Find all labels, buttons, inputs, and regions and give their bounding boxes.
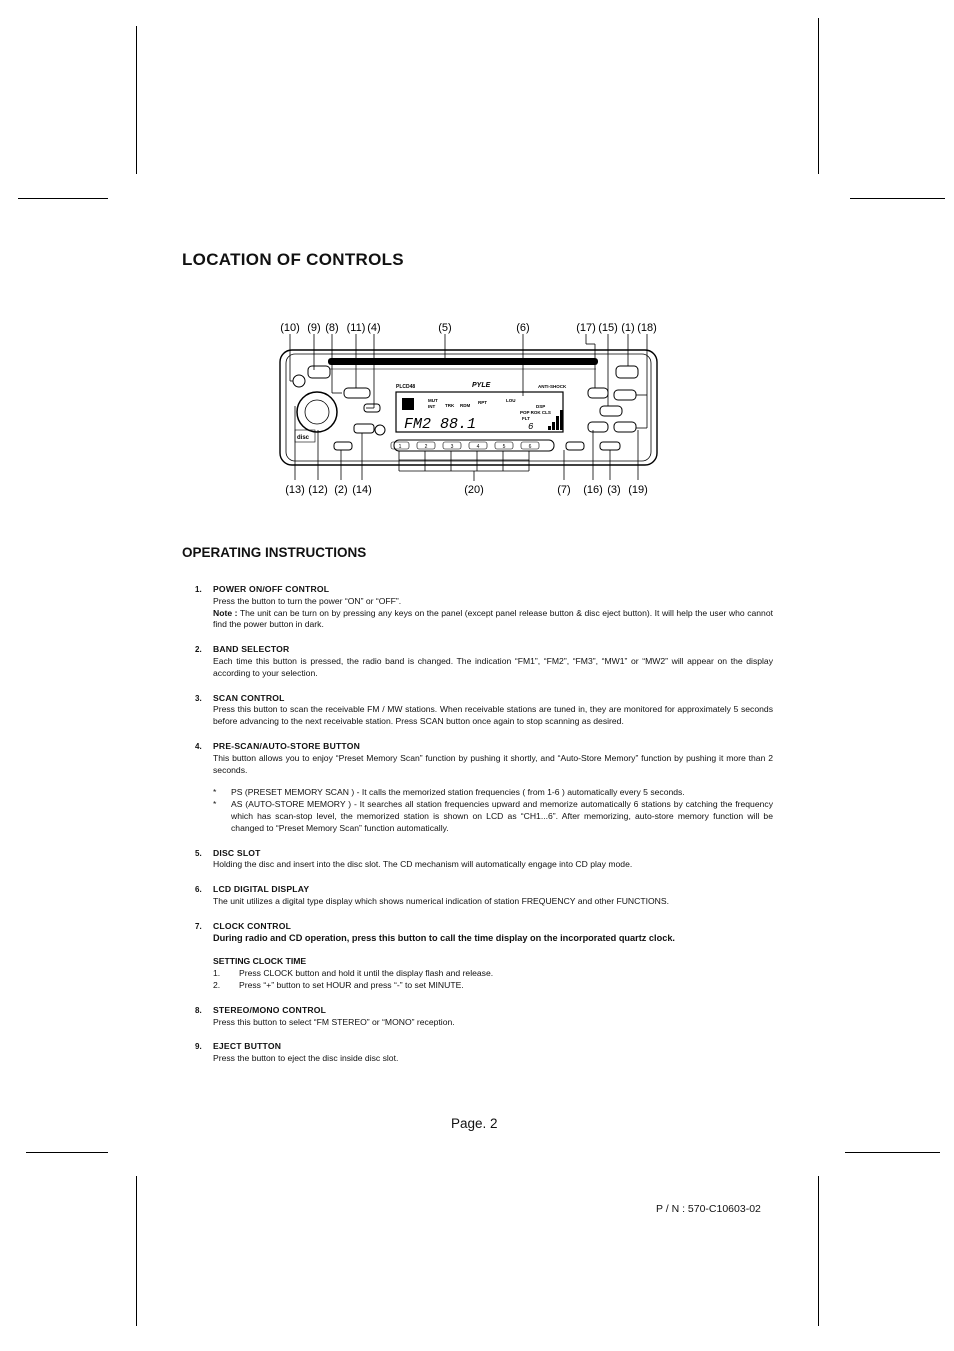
lcd-main: FM2 88.1: [404, 416, 477, 433]
section-number: 2.: [195, 645, 202, 655]
page-title: LOCATION OF CONTROLS: [182, 250, 404, 269]
instruction-section: [195, 584, 773, 631]
band-button: [334, 442, 352, 450]
lcd-ind: POP ROK CLS: [520, 410, 551, 415]
section-number: 9.: [195, 1042, 202, 1052]
instruction-section: [195, 1005, 773, 1029]
section-body: The unit utilizes a digital type display which shows numerical indication of station FREQUENCY and other FUNCTIONS.: [213, 895, 669, 906]
release-button: [293, 375, 305, 387]
section-title: EJECT BUTTON: [213, 1041, 282, 1052]
callout-label: (19): [628, 484, 648, 496]
callout-label: (12): [308, 484, 328, 496]
section-body: This button allows you to enjoy “Preset Memory Scan” function by pushing it shortly, and “Auto-Store Memory” function by pushing it more than 2 seconds.: [213, 752, 773, 775]
lcd-ind: TRK: [445, 403, 455, 408]
section-number: 4.: [195, 741, 202, 751]
callout-label: (11): [346, 322, 366, 334]
volume-knob: [297, 392, 337, 432]
section-body: Press this button to scan the receivable FM / MW stations. When receivable stations are tuned in, they are monitored for approximately 5 seconds before advancing to the next receivable station. Press SCAN button once again to stop scanning as desired.: [213, 704, 773, 727]
bullet-item: [213, 799, 773, 834]
preset-button-label: 3: [450, 444, 454, 450]
preset-button-label: 4: [476, 444, 480, 450]
mid-button: [344, 388, 370, 398]
crop-mark: [26, 1152, 108, 1153]
subsection-title: SETTING CLOCK TIME: [213, 956, 307, 967]
plus-button: [588, 388, 608, 398]
step-item: [213, 980, 773, 992]
model-name: PLCD48: [396, 384, 416, 390]
mode-button: [354, 424, 374, 433]
callout-label: (6): [516, 322, 530, 334]
callout-label: (8): [325, 322, 339, 334]
callout-label: (16): [583, 484, 603, 496]
callout-label: (3): [607, 484, 621, 496]
scan-button: [600, 442, 620, 450]
section-body: Press the button to turn the power “ON” or “OFF”.: [213, 595, 402, 606]
callout-label: (5): [438, 322, 452, 334]
sel-button: [600, 406, 622, 416]
instruction-section: [195, 693, 773, 728]
instruction-sections: [195, 584, 773, 1078]
brand-logo: PYLE: [472, 382, 491, 389]
section-body: Press this button to select “FM STEREO” or “MONO” reception.: [213, 1016, 455, 1027]
section-title: STEREO/MONO CONTROL: [213, 1004, 327, 1015]
section-body: Each time this button is pressed, the radio band is changed. The indication “FM1”, “FM2”, “FM3”, “MW1” or “MW2” will appear on the display according to your selection.: [213, 655, 773, 678]
ir-sensor: [375, 425, 385, 435]
crop-mark: [845, 1152, 940, 1153]
section-body: Holding the disc and insert into the disc slot. The CD mechanism will automatically engage into CD play mode.: [213, 859, 633, 870]
section-title: LCD DIGITAL DISPLAY: [213, 884, 310, 895]
section-note: [213, 608, 773, 632]
bullet-star: *: [213, 787, 217, 798]
lcd-channel: 6: [528, 422, 534, 432]
callout-labels-bottom: [285, 484, 648, 496]
bullet-list: [213, 787, 773, 834]
section-number: 7.: [195, 921, 202, 931]
callout-label: (7): [557, 484, 571, 496]
step-number: 1.: [213, 968, 221, 979]
part-number: P / N : 570-C10603-02: [656, 1203, 761, 1215]
section-title: POWER ON/OFF CONTROL: [213, 584, 330, 594]
lcd-ind: RDM: [460, 403, 471, 408]
lcd-ind: MUT: [428, 398, 438, 403]
preset-button-label: 5: [502, 444, 506, 450]
disc-logo-text: disc: [297, 435, 310, 441]
crop-mark: [818, 18, 819, 174]
instruction-section: [195, 884, 773, 908]
callout-label: (4): [367, 322, 381, 334]
section-title: CLOCK CONTROL: [213, 920, 292, 931]
stereo-diagram: [270, 318, 670, 508]
lcd-ind: LOU: [506, 398, 516, 403]
callout-label: (20): [464, 484, 484, 496]
preset-button-label: 1: [398, 444, 402, 450]
crop-mark: [818, 1176, 819, 1326]
instruction-section: [195, 1041, 773, 1065]
section-number: 6.: [195, 885, 202, 895]
section-body: Press the button to eject the disc inside disc slot.: [213, 1053, 399, 1064]
section-heading: OPERATING INSTRUCTIONS: [182, 545, 367, 560]
section-title: SCAN CONTROL: [213, 692, 285, 703]
section-number: 8.: [195, 1005, 202, 1015]
callout-label: (2): [334, 484, 348, 496]
step-text: Press “+” button to set HOUR and press “-” to set MINUTE.: [239, 979, 464, 990]
callout-label: (9): [307, 322, 321, 334]
crop-mark: [850, 198, 945, 199]
callout-label: (15): [598, 322, 618, 334]
power-button: [616, 366, 638, 378]
lcd-ind: RPT: [478, 400, 487, 405]
step-number: 2.: [213, 979, 221, 990]
up-button: [614, 390, 636, 400]
callout-label: (18): [637, 322, 657, 334]
callout-label: (10): [280, 322, 300, 334]
callout-label: (13): [285, 484, 305, 496]
section-number: 1.: [195, 585, 202, 594]
down-button: [614, 422, 636, 432]
crop-mark: [18, 198, 108, 199]
crop-mark: [136, 26, 137, 174]
preset-buttons: [391, 442, 539, 450]
eject-button: [308, 366, 330, 378]
minus-button: [588, 422, 608, 432]
lcd-ind: DSP: [536, 404, 546, 409]
preset-button-label: 2: [424, 444, 428, 450]
anti-shock-label: ANTI-SHOCK: [538, 384, 567, 389]
section-title: DISC SLOT: [213, 847, 261, 858]
lcd-ind: FLT: [522, 416, 530, 421]
section-title: PRE-SCAN/AUTO-STORE BUTTON: [213, 740, 361, 751]
bullet-item: [213, 787, 773, 799]
callout-labels-top: [280, 322, 657, 334]
section-body-bold: During radio and CD operation, press this button to call the time display on the incorporated quartz clock.: [213, 932, 675, 943]
section-number: 5.: [195, 848, 202, 858]
instruction-section: [195, 848, 773, 872]
callout-label: (1): [621, 322, 635, 334]
instruction-section: [195, 741, 773, 835]
callout-label: (17): [576, 322, 596, 334]
bullet-star: *: [213, 799, 217, 810]
lcd-ind: INT: [428, 404, 436, 409]
note-label: Note :: [213, 607, 238, 618]
bullet-text: AS (AUTO-STORE MEMORY ) - It searches all station frequencies upward and memorize automatically 6 stations by catching the frequency which has scan-stop level, the memorized station is shown on LCD as “CH1...6”. After memorizing, auto-store memory function will be changed to “Preset Memory Scan” function automatically.: [231, 799, 773, 833]
preset-button-label: 6: [528, 444, 532, 450]
crop-mark: [136, 1176, 137, 1326]
instruction-section: [195, 921, 773, 992]
step-text: Press CLOCK button and hold it until the display flash and release.: [239, 968, 494, 979]
clock-button: [566, 442, 584, 450]
section-number: 3.: [195, 693, 202, 703]
step-item: [213, 968, 773, 980]
note-text: The unit can be turn on by pressing any keys on the panel (except panel release button & disc eject button). It will help the user who cannot find the power button in dark.: [213, 607, 773, 630]
bullet-text: PS (PRESET MEMORY SCAN ) - It calls the memorized station frequencies ( from 1-6 ) automatically every 5 seconds.: [231, 787, 685, 798]
callout-label: (14): [352, 484, 372, 496]
instruction-section: [195, 644, 773, 679]
section-title: BAND SELECTOR: [213, 644, 290, 655]
disc-slot: [328, 358, 598, 365]
page-number: Page. 2: [451, 1116, 498, 1131]
